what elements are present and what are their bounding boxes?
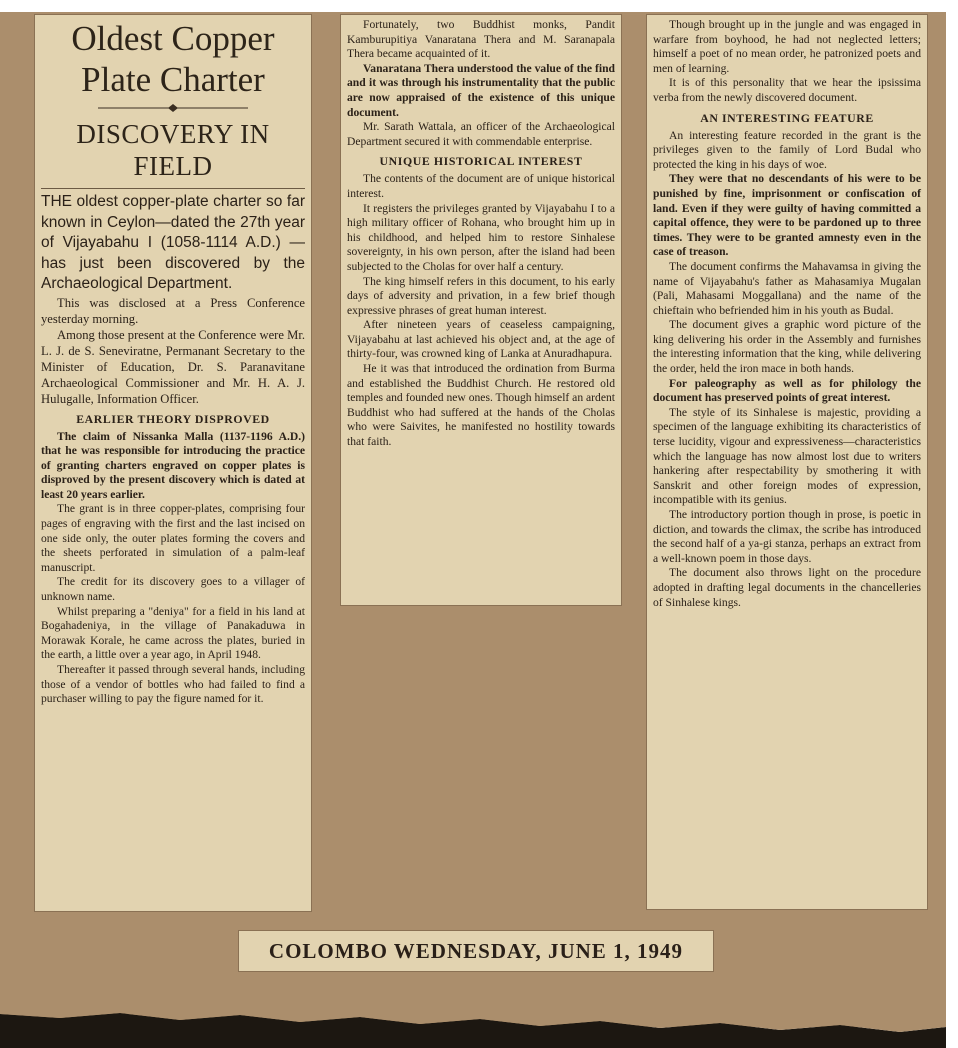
bold-paragraph: They were that no descendants of his were to be punished by fine, imprisonment or confiscation of land. Even if they were guilty of having committed a capital offence, they were to be pardoned up to three times. They were to be granted amnesty even in the case of treason. bbox=[653, 172, 921, 259]
paragraph: Thereafter it passed through several hands, including those of a vendor of bottles who had failed to find a purchaser willing to pay the figure named for it. bbox=[41, 663, 305, 706]
dateline-text: COLOMBO WEDNESDAY, JUNE 1, 1949 bbox=[268, 938, 684, 963]
paragraph: Though brought up in the jungle and was engaged in warfare from boyhood, he had not neglected letters; himself a poet of no mean order, he patronized poets and men of learning. bbox=[653, 18, 921, 75]
paragraph: The contents of the document are of unique historical interest. bbox=[347, 172, 615, 200]
headline: Oldest Copper Plate Charter bbox=[71, 19, 275, 99]
bold-paragraph: Vanaratana Thera understood the value of the find and it was through his instrumentality that the public are now appraised of the existence of this unique document. bbox=[347, 61, 615, 119]
paragraph: Among those present at the Conference were Mr. L. J. de S. Seneviratne, Permanant Secretary to the Minister of Education, Dr. S. Paranavitane Archaeological Commissioner and Mr. H. A. J. Hulugalle, Information Officer. bbox=[41, 327, 305, 406]
paragraph: Whilst preparing a "deniya" for a field in his land at Bogahadeniya, in the village of Panakaduwa in Morawak Korale, he came across the plates, buried in the earth, a little over a year ago, in April 1948. bbox=[41, 604, 305, 662]
clipping-column-3 bbox=[646, 14, 928, 910]
paragraph: Mr. Sarath Wattala, an officer of the Archaeological Department secured it with commendable enterprise. bbox=[347, 120, 615, 148]
paragraph: The document confirms the Mahavamsa in giving the name of Vijayabahu's father as Mahasamiya Mugalan (Pali, Mahasami Moggallana) and the name of the chieftain who befriended him in his youth as Budal. bbox=[653, 259, 921, 317]
clipping-column-2 bbox=[340, 14, 622, 606]
paragraph: An interesting feature recorded in the grant is the privileges given to the family of Lord Budal who protected the king in his days of woe. bbox=[653, 128, 921, 171]
dateline-clipping bbox=[238, 930, 714, 972]
paragraph: The introductory portion though in prose, is poetic in diction, and towards the climax, the scribe has introduced the second half of a ya-gi stanza, perhaps an extract from a well-known poem in those days. bbox=[653, 508, 921, 565]
subheadline: DISCOVERY IN FIELD bbox=[76, 119, 270, 181]
ornament-divider bbox=[98, 104, 248, 112]
paragraph: The style of its Sinhalese is majestic, providing a specimen of the language exhibiting its characteristics of terse lucidity, vigour and expressiveness—characteristics which the language has now almost lost due to writers hankering after respectability by smothering it with Sanskrit and other foreign modes of expression, incompatible with its genius. bbox=[653, 405, 921, 507]
paragraph: This was disclosed at a Press Conference yesterday morning. bbox=[41, 295, 305, 326]
paragraph: The king himself refers in this document, to his early days of adversity and privation, in a few brief though expressive phrases of great human interest. bbox=[347, 274, 615, 317]
paragraph: It registers the privileges granted by Vijayabahu I to a high military officer of Rohana, who brought him up in his childhood, and helped him to restore Sinhalese sovereignty, in his own person, after the island had been subjected to the Cholas for over half a century. bbox=[347, 201, 615, 273]
paragraph: The document gives a graphic word picture of the king delivering his order in the Assembly and furnishes the interesting information that the king, while delivering the order, held the iron mace in both hands. bbox=[653, 318, 921, 376]
divider bbox=[41, 188, 305, 189]
torn-bottom-edge bbox=[0, 1000, 958, 1048]
section-heading: AN INTERESTING FEATURE bbox=[700, 110, 874, 125]
paragraph: Fortunately, two Buddhist monks, Pandit Kamburupitiya Vanaratana Thera and M. Saranapala Thera became acquainted of it. bbox=[347, 18, 615, 61]
bold-paragraph: For paleography as well as for philology the document has preserved points of great interest. bbox=[653, 376, 921, 405]
clipping-column-1 bbox=[34, 14, 312, 912]
section-heading: EARLIER THEORY DISPROVED bbox=[76, 411, 270, 426]
paragraph: It is of this personality that we hear the ipsissima verba from the newly discovered document. bbox=[653, 76, 921, 104]
paragraph: The credit for its discovery goes to a villager of unknown name. bbox=[41, 575, 305, 604]
paragraph: The grant is in three copper-plates, comprising four pages of engraving with the first and the last incised on one side only, the outer plates forming the covers and the sheets perforated in simulation of a palm-leaf manuscript. bbox=[41, 502, 305, 574]
paragraph: After nineteen years of ceaseless campaigning, Vijayabahu at last achieved his object and, at the age of thirty-four, was crowned king of Lanka at Anuradhapura. bbox=[347, 318, 615, 361]
bold-paragraph: The claim of Nissanka Malla (1137-1196 A.D.) that he was responsible for introducing the practice of granting charters engraved on copper plates is disproved by the present discovery which is dated at least 20 years earlier. bbox=[41, 429, 305, 501]
paragraph: The document also throws light on the procedure adopted in drafting legal documents in the chancelleries of Sinhalese kings. bbox=[653, 566, 921, 609]
section-heading: UNIQUE HISTORICAL INTEREST bbox=[379, 154, 583, 169]
paragraph: He it was that introduced the ordination from Burma and established the Buddhist Church. He restored old temples and founded new ones. Though himself an ardent Buddhist who had suffered at the hands of the Cholas who were Saivites, he manifested no hostility towards that faith. bbox=[347, 362, 615, 449]
lede-paragraph: THE oldest copper-plate charter so far known in Ceylon—dated the 27th year of Vijayabahu I (1058-1114 A.D.) —has just been discovered by the Archaeological Department. bbox=[41, 193, 305, 292]
